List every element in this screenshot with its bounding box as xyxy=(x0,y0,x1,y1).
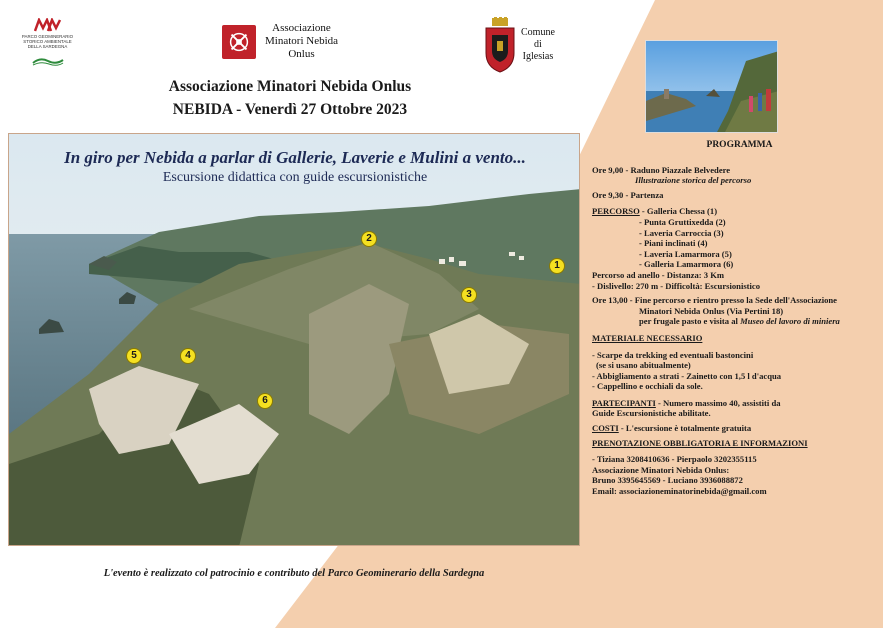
percorso-row xyxy=(592,206,877,217)
museum-name: Museo del lavoro di miniera xyxy=(740,316,840,327)
partecipanti-label: PARTECIPANTI xyxy=(592,397,656,408)
miners-emblem-icon xyxy=(222,25,256,59)
program-line xyxy=(592,316,877,327)
comune-line2: di xyxy=(534,39,542,50)
costi-label: COSTI xyxy=(592,423,619,434)
parco-logo-text: PARCO GEOMINERARIO STORICO AMBIENTALE DELLA SARDEGNA xyxy=(21,34,74,49)
contact-email[interactable]: Email: associazioneminatorinebida@gmail.com xyxy=(592,486,767,497)
materiale-item: (se si usano abitualmente) xyxy=(596,360,691,371)
program-line: Ore 9,00 - Raduno Piazzale Belvedere xyxy=(592,164,731,175)
associazione-logo-label xyxy=(265,22,338,61)
percorso-stop-2: - Punta Gruttixedda (2) xyxy=(639,216,726,227)
costi-text: - L'escursione è totalmente gratuita xyxy=(618,423,752,434)
partecipanti-text: - Numero massimo 40, assistiti da xyxy=(655,397,781,408)
materiale-item: - Cappellino e occhiali da sole. xyxy=(592,381,703,392)
program-panel xyxy=(592,140,877,497)
comune-logo xyxy=(483,17,555,73)
program-heading: PROGRAMMA xyxy=(706,140,773,150)
percorso-stop-4: - Piani inclinati (4) xyxy=(639,238,708,249)
materiale-label: MATERIALE NECESSARIO xyxy=(592,332,703,343)
percorso-stop-1: - Galleria Chessa (1) xyxy=(639,206,718,217)
contact-line: Bruno 3395645569 - Luciano 3936088872 xyxy=(592,475,743,486)
percorso-stop-3: - Laveria Carroccia (3) xyxy=(639,227,724,238)
comune-logo-label xyxy=(521,27,555,63)
parco-geominerario-logo xyxy=(20,18,75,66)
contact-line: - Tiziana 3208410636 - Pierpaolo 3202355115 xyxy=(592,454,757,465)
event-date-subtitle: NEBIDA - Venerdì 27 Ottobre 2023 xyxy=(172,101,408,118)
materiale-item: - Abbigliamento a strati - Zainetto con 1,5 l d'acqua xyxy=(592,370,782,381)
program-line: Percorso ad anello - Distanza: 3 Km xyxy=(592,269,725,280)
materiale-item: - Scarpe da trekking ed eventuali bastoncini xyxy=(592,349,754,360)
partecipanti-row xyxy=(592,398,877,409)
footer-sponsor-note: L'evento è realizzato col patrocinio e contributo del Parco Geominerario della Sardegna xyxy=(103,568,485,579)
parco-wave-icon xyxy=(32,56,64,66)
comune-line1: Comune xyxy=(521,27,555,38)
route-marker-2: 2 xyxy=(361,231,377,247)
program-line: - Dislivello: 270 m - Difficoltà: Escursionistico xyxy=(592,280,761,291)
program-line: Ore 9,30 - Partenza xyxy=(592,189,664,200)
photo-subtitle: Escursione didattica con guide escursionistiche xyxy=(162,170,428,185)
landscape-illustration xyxy=(9,134,580,546)
percorso-stop-5: - Laveria Lamarmora (5) xyxy=(639,248,732,259)
iglesias-coat-of-arms-icon xyxy=(483,17,517,73)
assoc-line3: Onlus xyxy=(288,48,315,60)
parco-mark-icon xyxy=(34,18,62,32)
coast-hikers-photo xyxy=(645,40,778,133)
program-line: Ore 13,00 - Fine percorso e rientro presso la Sede dell'Associazione xyxy=(592,295,837,306)
partecipanti-text-2: Guide Escursionistiche abilitate. xyxy=(592,408,711,419)
percorso-label: PERCORSO xyxy=(592,206,640,217)
route-marker-4: 4 xyxy=(180,348,196,364)
route-marker-5: 5 xyxy=(126,348,142,364)
assoc-line1: Associazione xyxy=(272,22,331,34)
associazione-logo xyxy=(222,22,338,61)
comune-line3: Iglesias xyxy=(522,51,554,62)
assoc-line2: Minatori Nebida xyxy=(265,35,339,47)
page-title: Associazione Minatori Nebida Onlus xyxy=(168,78,412,95)
route-marker-6: 6 xyxy=(257,393,273,409)
program-line-text: per frugale pasto e visita al xyxy=(639,316,741,327)
route-marker-3: 3 xyxy=(461,287,477,303)
route-marker-1: 1 xyxy=(549,258,565,274)
photo-title: In giro per Nebida a parlar di Gallerie, Laverie e Mulini a vento... xyxy=(64,148,526,167)
costi-row xyxy=(592,423,877,434)
program-line: Minatori Nebida Onlus (Via Pertini 18) xyxy=(639,305,784,316)
contact-line: Associazione Minatori Nebida Onlus: xyxy=(592,464,730,475)
nebida-landscape-photo xyxy=(8,133,580,546)
program-line: Illustrazione storica del percorso xyxy=(635,175,752,186)
prenotazione-label: PRENOTAZIONE OBBLIGATORIA E INFORMAZIONI xyxy=(592,437,808,448)
percorso-stop-6: - Galleria Lamarmora (6) xyxy=(639,259,734,270)
